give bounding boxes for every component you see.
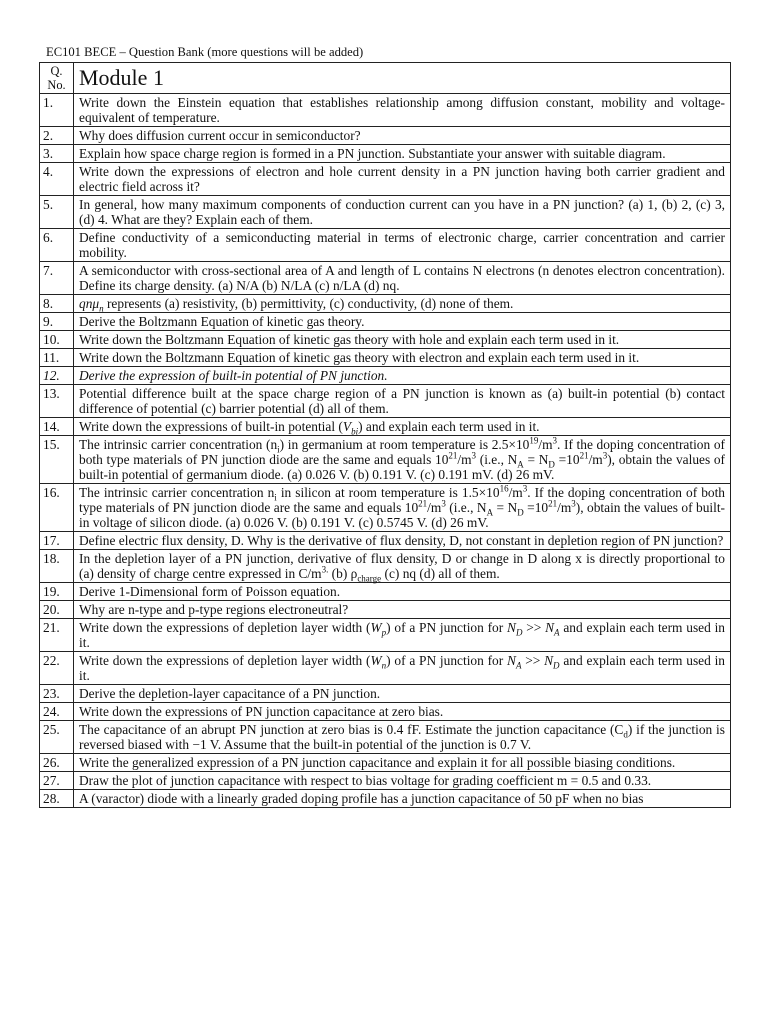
text-fragment: A xyxy=(517,459,524,470)
table-row xyxy=(40,94,731,127)
text-fragment: in silicon at room temperature is 1.5×10 xyxy=(276,485,500,500)
question-text: Why does diffusion current occur in semiconductor? xyxy=(74,127,731,145)
question-number: 22. xyxy=(40,652,74,685)
question-text: Write down the expressions of electron and hole current density in a PN junction having both carrier gradient and electric field across it? xyxy=(74,163,731,196)
table-row xyxy=(40,418,731,436)
text-fragment: 3 xyxy=(441,498,446,509)
question-text: Define conductivity of a semiconducting material in terms of electronic charge, carrier concentration and carrier mobility. xyxy=(74,229,731,262)
text-fragment: charge xyxy=(357,573,382,584)
text-fragment: D xyxy=(517,507,524,518)
table-row xyxy=(40,262,731,295)
vbi-symbol: $V_{bi}$ xyxy=(342,419,359,437)
question-number: 16. xyxy=(40,484,74,532)
symbol-subscript: D xyxy=(553,660,560,671)
question-number: 18. xyxy=(40,550,74,583)
question-number-header xyxy=(40,63,74,94)
question-text xyxy=(74,418,731,436)
question-text: In general, how many maximum components of conduction current can you have in a PN junction? (a) 1, (b) 2, (c) 3, (d) 4. What are they? Explain each of them. xyxy=(74,196,731,229)
text-fragment: /m xyxy=(538,437,553,452)
symbol-subscript: bi xyxy=(351,426,359,437)
table-row xyxy=(40,127,731,145)
text-fragment: 3 xyxy=(602,450,608,461)
text-fragment: /m xyxy=(508,485,523,500)
symbol-subscript: p xyxy=(381,627,387,638)
question-text: Potential difference built at the space charge region of a PN junction is known as (a) built-in potential (b) contact difference of potential (c) barrier potential (d) all of them. xyxy=(74,385,731,418)
text-fragment: represents (a) resistivity, (b) permittivity, (c) conductivity, (d) none of them. xyxy=(103,296,514,311)
table-row xyxy=(40,685,731,703)
text-fragment: 16 xyxy=(499,483,509,494)
question-text xyxy=(74,652,731,685)
text-fragment: Write down the expressions of depletion layer width ( xyxy=(79,620,371,635)
text-fragment: i xyxy=(277,444,280,455)
question-number: 5. xyxy=(40,196,74,229)
text-fragment: >> xyxy=(522,620,546,635)
table-row xyxy=(40,295,731,313)
text-fragment: and explain each term used in it. xyxy=(79,653,725,683)
text-fragment: The capacitance of an abrupt PN junction at zero bias is 0.4 fF. Estimate the junction capacitance (C xyxy=(79,722,624,737)
table-row xyxy=(40,652,731,685)
table-row xyxy=(40,754,731,772)
text-fragment: /m xyxy=(457,452,472,467)
text-fragment: 3 xyxy=(552,435,558,446)
text-fragment: 3 xyxy=(471,450,477,461)
text-fragment: ) in germanium at room temperature is 2.5×10 xyxy=(279,437,530,452)
question-number: 8. xyxy=(40,295,74,313)
text-fragment: ), obtain the values of built-in voltage of silicon diode. (a) 0.026 V. (b) 0.191 V. (c) 0.5745 V. (d) 26 mV. xyxy=(79,500,726,530)
table-row xyxy=(40,367,731,385)
table-row xyxy=(40,484,731,532)
text-fragment: The intrinsic carrier concentration n xyxy=(79,485,275,500)
symbol-subscript: A xyxy=(515,660,522,671)
text-fragment: Write down the expressions of depletion layer width ( xyxy=(79,653,371,668)
text-fragment: 3 xyxy=(571,498,576,509)
text-fragment: $N_D$ xyxy=(507,620,523,638)
table-row xyxy=(40,436,731,484)
question-text: Write down the Boltzmann Equation of kinetic gas theory with hole and explain each term used in it. xyxy=(74,331,731,349)
text-fragment: $N_D$ xyxy=(544,653,560,671)
table-row xyxy=(40,313,731,331)
text-fragment: 3. xyxy=(321,564,329,575)
text-fragment: $N_A$ xyxy=(507,653,522,671)
question-text: Define electric flux density, D. Why is the derivative of flux density, D, not constant in depletion region of PN junction? xyxy=(74,532,731,550)
table-row xyxy=(40,532,731,550)
table-row xyxy=(40,601,731,619)
question-text: A (varactor) diode with a linearly graded doping profile has a junction capacitance of 50 pF when no bias xyxy=(74,790,731,808)
question-number: 14. xyxy=(40,418,74,436)
question-number: 17. xyxy=(40,532,74,550)
table-row xyxy=(40,196,731,229)
table-row xyxy=(40,385,731,418)
question-number: 24. xyxy=(40,703,74,721)
question-text: Write down the Einstein equation that establishes relationship among diffusion constant, mobility and voltage-equivalent of temperature. xyxy=(74,94,731,127)
question-text: Derive 1-Dimensional form of Poisson equation. xyxy=(74,583,731,601)
text-fragment: and explain each term used in it. xyxy=(79,620,725,650)
text-fragment: d xyxy=(623,729,628,740)
text-fragment: . If the doping concentration of both type materials of PN junction diode are the same and equals 10 xyxy=(79,485,726,515)
table-row xyxy=(40,721,731,754)
symbol-subscript: D xyxy=(515,627,523,638)
qno-header-line2: No. xyxy=(47,78,66,92)
question-text: Why are n-type and p-type regions electroneutral? xyxy=(74,601,731,619)
question-number: 15. xyxy=(40,436,74,484)
text-fragment: >> xyxy=(521,653,545,668)
question-number: 13. xyxy=(40,385,74,418)
text-fragment: /m xyxy=(557,500,572,515)
table-row xyxy=(40,163,731,196)
question-number: 19. xyxy=(40,583,74,601)
text-fragment: A xyxy=(486,507,494,518)
text-fragment: The intrinsic carrier concentration (n xyxy=(79,437,278,452)
question-text xyxy=(74,295,731,313)
question-number: 27. xyxy=(40,772,74,790)
question-list xyxy=(40,94,731,808)
question-text xyxy=(74,721,731,754)
question-text: Write down the Boltzmann Equation of kinetic gas theory with electron and explain each term used in it. xyxy=(74,349,731,367)
table-row xyxy=(40,790,731,808)
text-fragment: 21 xyxy=(418,498,428,509)
text-fragment: ) of a PN junction for xyxy=(386,653,507,668)
question-text xyxy=(74,550,731,583)
text-fragment: =10 xyxy=(554,452,580,467)
text-fragment: 19 xyxy=(529,435,539,446)
table-row xyxy=(40,229,731,262)
table-row xyxy=(40,619,731,652)
text-fragment: (b) ρ xyxy=(328,566,358,581)
table-row xyxy=(40,772,731,790)
text-fragment: =10 xyxy=(523,500,549,515)
text-fragment: i xyxy=(274,492,277,503)
question-number: 7. xyxy=(40,262,74,295)
text-fragment: In the depletion layer of a PN junction, derivative of flux density, D or change in D along x is directly proportional to (a) density of charge centre expressed in C/m xyxy=(79,551,725,581)
question-text: Write down the expressions of PN junction capacitance at zero bias. xyxy=(74,703,731,721)
question-number: 12. xyxy=(40,367,74,385)
text-fragment: 3 xyxy=(522,483,528,494)
text-fragment: . If the doping concentration of both type materials of PN junction diode are the same and equals 10 xyxy=(79,437,725,467)
symbol-subscript: n xyxy=(381,660,387,671)
question-text: A semiconductor with cross-sectional area of A and length of L contains N electrons (n denotes electron concentration). Define its charge density. (a) N/A (b) N/LA (c) n/LA (d) nq. xyxy=(74,262,731,295)
question-number: 20. xyxy=(40,601,74,619)
question-number: 2. xyxy=(40,127,74,145)
text-fragment: (i.e., N xyxy=(445,500,487,515)
question-text xyxy=(74,436,731,484)
text-fragment: = N xyxy=(493,500,518,515)
text-fragment: Write down the expressions of built-in potential ( xyxy=(79,419,343,434)
symbol-subscript: A xyxy=(554,627,560,638)
table-row xyxy=(40,703,731,721)
table-header-row xyxy=(40,63,731,94)
question-number: 26. xyxy=(40,754,74,772)
question-number: 9. xyxy=(40,313,74,331)
text-fragment: D xyxy=(548,459,555,470)
question-number: 10. xyxy=(40,331,74,349)
text-fragment: (c) nq (d) all of them. xyxy=(381,566,500,581)
question-number: 21. xyxy=(40,619,74,652)
question-text: Write the generalized expression of a PN junction capacitance and explain it for all possible biasing conditions. xyxy=(74,754,731,772)
question-text: Derive the Boltzmann Equation of kinetic gas theory. xyxy=(74,313,731,331)
question-table xyxy=(39,62,731,808)
table-row xyxy=(40,550,731,583)
text-fragment: $N_A$ xyxy=(545,620,560,638)
question-number: 11. xyxy=(40,349,74,367)
text-fragment: ), obtain the values of built-in potential of germanium diode. (a) 0.026 V. (b) 0.191 V. (c) 0.191 mV. (d) 26 mV. xyxy=(79,452,726,482)
qno-header-line1: Q. xyxy=(50,64,63,78)
wp-symbol: $W_p$ xyxy=(370,620,387,638)
text-fragment: (i.e., N xyxy=(476,452,518,467)
text-fragment: ) of a PN junction for xyxy=(386,620,507,635)
question-number: 3. xyxy=(40,145,74,163)
text-fragment: 21 xyxy=(548,498,558,509)
document-header: EC101 BECE – Question Bank (more questions will be added) xyxy=(46,45,364,59)
text-fragment: 21 xyxy=(448,450,458,461)
question-text xyxy=(74,619,731,652)
question-number: 1. xyxy=(40,94,74,127)
question-text: Explain how space charge region is formed in a PN junction. Substantiate your answer with suitable diagram. xyxy=(74,145,731,163)
question-text: Derive the depletion-layer capacitance of a PN junction. xyxy=(74,685,731,703)
text-fragment: ) and explain each term used in it. xyxy=(358,419,540,434)
table-row xyxy=(40,349,731,367)
question-number: 6. xyxy=(40,229,74,262)
question-number: 28. xyxy=(40,790,74,808)
text-fragment: = N xyxy=(523,452,549,467)
wn-symbol: $W_n$ xyxy=(370,653,387,671)
text-fragment: ) if the junction is reversed biased with −1 V. Assume that the built-in potential of the junction is 0.7 V. xyxy=(79,722,725,752)
symbol-subscript: n xyxy=(99,303,104,314)
qn-mu-symbol: qnμ$_n$ xyxy=(79,296,104,314)
text-fragment: 21 xyxy=(579,450,589,461)
question-number: 4. xyxy=(40,163,74,196)
module-title: Module 1 xyxy=(74,63,731,94)
table-row xyxy=(40,331,731,349)
text-fragment: /m xyxy=(588,452,603,467)
question-text: Derive the expression of built-in potential of PN junction. xyxy=(74,367,731,385)
question-number: 23. xyxy=(40,685,74,703)
table-row xyxy=(40,583,731,601)
question-text xyxy=(74,484,731,532)
question-number: 25. xyxy=(40,721,74,754)
text-fragment: /m xyxy=(427,500,442,515)
table-row xyxy=(40,145,731,163)
question-text: Draw the plot of junction capacitance with respect to bias voltage for grading coefficient m = 0.5 and 0.33. xyxy=(74,772,731,790)
